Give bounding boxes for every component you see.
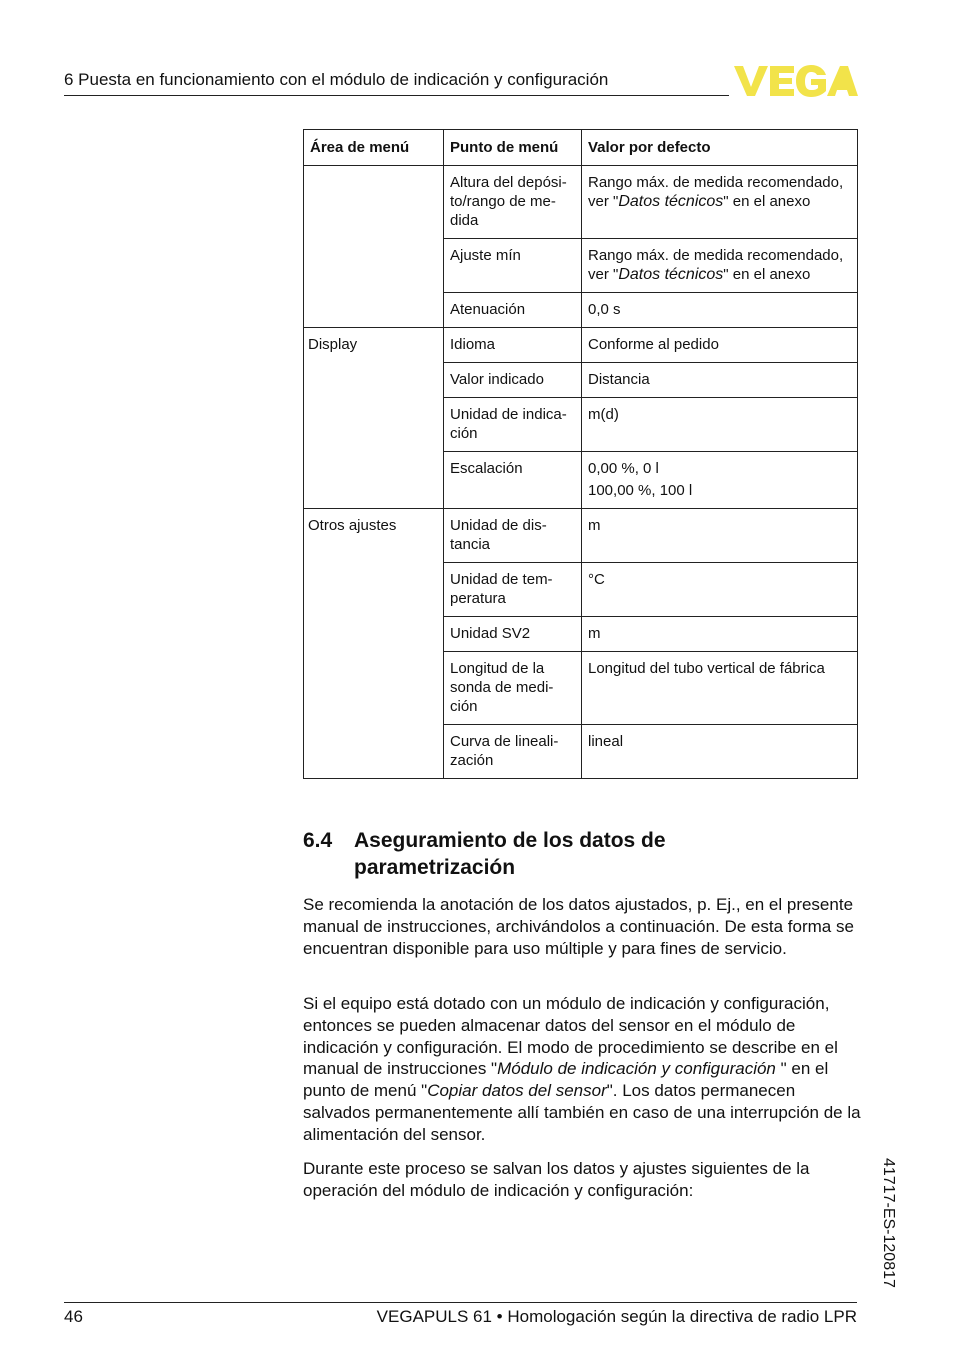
default-value-cell: 0,00 %, 0 l 100,00 %, 100 l: [582, 452, 858, 509]
menu-item-cell: Curva de lineali-zación: [444, 725, 582, 779]
paragraph-3: Durante este proceso se salvan los datos y ajustes siguientes de la operación del módulo de indicación y configuración:: [303, 1159, 810, 1200]
column-header: Punto de menú: [444, 130, 582, 166]
default-value-cell: Distancia: [582, 363, 858, 398]
header-rule: [64, 95, 729, 96]
menu-area-cell: Otros ajustes: [304, 509, 444, 779]
menu-defaults-table: [303, 129, 858, 779]
default-value-cell: Longitud del tubo vertical de fábrica: [582, 652, 858, 725]
default-value-cell: Rango máx. de medida recomendado, ver "Datos técnicos" en el anexo: [582, 239, 858, 293]
default-value-cell: 0,0 s: [582, 293, 858, 328]
page-number: 46: [64, 1307, 83, 1326]
section-number: 6.4: [303, 829, 333, 852]
default-value-cell: m: [582, 617, 858, 652]
default-value-cell: °C: [582, 563, 858, 617]
menu-item-cell: Altura del depósi-to/rango de me-dida: [444, 166, 582, 239]
menu-area-cell: Display: [304, 328, 444, 509]
manual-reference: Módulo de indicación y configuración: [497, 1059, 776, 1079]
table-row: [304, 166, 858, 239]
column-header: Área de menú: [304, 130, 444, 166]
table-row: [304, 328, 858, 363]
menu-item-cell: Valor indicado: [444, 363, 582, 398]
default-value-cell: Conforme al pedido: [582, 328, 858, 363]
menu-item-cell: Idioma: [444, 328, 582, 363]
column-header: Valor por defecto: [582, 130, 858, 166]
menu-item-cell: Atenuación: [444, 293, 582, 328]
default-value-cell: m: [582, 509, 858, 563]
default-value-cell: Rango máx. de medida recomendado, ver "Datos técnicos" en el anexo: [582, 166, 858, 239]
section-title-line2: parametrización: [354, 856, 516, 879]
document-code-vertical: 41717-ES-120817: [880, 1158, 897, 1288]
footer-document-title: VEGAPULS 61 • Homologación según la directiva de radio LPR: [376, 1307, 857, 1326]
menu-item-cell: Unidad de dis-tancia: [444, 509, 582, 563]
menu-item-cell: Ajuste mín: [444, 239, 582, 293]
menu-item-cell: Unidad de indica-ción: [444, 398, 582, 452]
vega-logo: [734, 64, 858, 98]
table-row: [304, 509, 858, 563]
table-header-row: [304, 130, 858, 166]
default-value-cell: m(d): [582, 398, 858, 452]
paragraph-1: Se recomienda la anotación de los datos ajustados, p. Ej., en el presente manual de instrucciones, archivándolos a continuación. De esta forma se encuentran disponible para uso múltiple y para fines de servicio.: [303, 895, 854, 958]
menu-item-cell: Unidad de tem-peratura: [444, 563, 582, 617]
section-title-line1: Aseguramiento de los datos de: [354, 829, 666, 852]
menu-item-cell: Unidad SV2: [444, 617, 582, 652]
menu-item-cell: Escalación: [444, 452, 582, 509]
menu-area-cell: [304, 166, 444, 328]
default-value-cell: lineal: [582, 725, 858, 779]
footer-rule: [64, 1302, 857, 1303]
menu-item-cell: Longitud de la sonda de medi-ción: [444, 652, 582, 725]
chapter-header: 6 Puesta en funcionamiento con el módulo de indicación y configuración: [64, 70, 609, 89]
paragraph-2: Si el equipo está dotado con un módulo de indicación y configuración, entonces se pueden almacenar datos del sensor en el módulo de indicación y configuración. El modo de procedimiento se describe en el manual de instrucciones "Módulo de indicación y configuración " en el punto de menú "Copiar datos del sensor". Los datos permanecen salvados permanentemente allí también en caso de una interrupción de la alimentación del sensor.: [303, 994, 861, 1144]
section-heading: [303, 827, 666, 881]
menu-point-reference: Copiar datos del sensor: [427, 1081, 607, 1101]
